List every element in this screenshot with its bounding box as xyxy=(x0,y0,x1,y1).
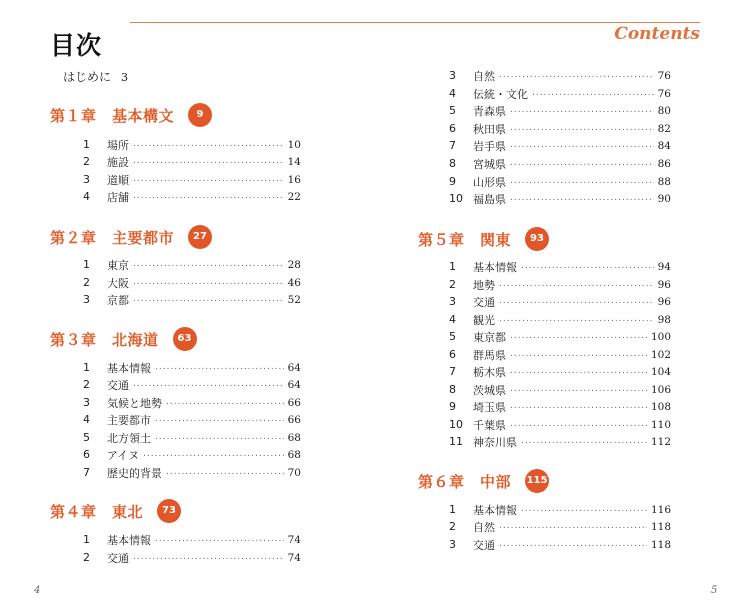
dot-leader xyxy=(510,381,647,398)
entry-name: 店舗 xyxy=(107,190,129,204)
entry-page: 106 xyxy=(650,383,671,396)
entry-name: 神奈川県 xyxy=(473,435,517,449)
entry-number: 3 xyxy=(449,295,456,308)
toc-entry[interactable] xyxy=(449,536,671,553)
entry-page: 84 xyxy=(657,139,671,152)
dot-leader xyxy=(510,120,654,137)
dot-leader xyxy=(510,346,647,363)
entry-page: 28 xyxy=(287,258,301,271)
chapter-page-badge: 115 xyxy=(525,469,549,493)
chapter-heading[interactable] xyxy=(50,497,181,525)
toc-entry[interactable] xyxy=(83,394,301,411)
entry-number: 9 xyxy=(449,400,456,413)
entry-number: 7 xyxy=(449,139,456,152)
entry-page: 102 xyxy=(650,348,671,361)
dot-leader xyxy=(143,446,284,463)
entry-number: 4 xyxy=(449,87,456,100)
chapter-heading[interactable] xyxy=(50,101,212,129)
entry-page: 116 xyxy=(650,503,671,516)
dot-leader xyxy=(510,398,647,415)
dot-leader xyxy=(521,501,647,518)
left-page-number: 4 xyxy=(34,585,41,596)
toc-entry[interactable] xyxy=(449,120,671,137)
entry-page: 66 xyxy=(287,396,301,409)
intro-entry[interactable] xyxy=(63,68,128,85)
toc-entry[interactable] xyxy=(449,258,671,275)
entry-name: 青森県 xyxy=(473,104,506,118)
entry-page: 74 xyxy=(287,533,301,546)
entry-name: 交通 xyxy=(473,538,495,552)
dot-leader xyxy=(133,256,284,273)
entry-name: 観光 xyxy=(473,313,495,327)
entry-number: 3 xyxy=(83,396,90,409)
dot-leader xyxy=(499,276,654,293)
entry-name: 交通 xyxy=(107,551,129,565)
chapter-heading[interactable] xyxy=(50,223,212,251)
entry-number: 1 xyxy=(83,138,90,151)
entry-name: 東京 xyxy=(107,258,129,272)
dot-leader xyxy=(532,85,654,102)
entry-number: 4 xyxy=(83,190,90,203)
toc-entry[interactable] xyxy=(449,346,671,363)
entry-page: 88 xyxy=(657,175,671,188)
toc-entry[interactable] xyxy=(449,155,671,172)
dot-leader xyxy=(166,464,284,481)
dot-leader xyxy=(155,359,284,376)
entry-name: 山形県 xyxy=(473,175,506,189)
entry-page: 104 xyxy=(650,365,671,378)
dot-leader xyxy=(133,171,284,188)
dot-leader xyxy=(510,137,654,154)
entry-name: 京都 xyxy=(107,293,129,307)
entry-name: 基本情報 xyxy=(107,361,151,375)
entry-number: 6 xyxy=(83,448,90,461)
entry-name: 地勢 xyxy=(473,278,495,292)
entry-number: 10 xyxy=(449,418,463,431)
entry-name: 伝統・文化 xyxy=(473,87,528,101)
dot-leader xyxy=(133,376,284,393)
toc-entry[interactable] xyxy=(449,363,671,380)
dot-leader xyxy=(521,258,654,275)
entry-name: 宮城県 xyxy=(473,157,506,171)
toc-entry[interactable] xyxy=(449,328,671,345)
entry-number: 1 xyxy=(83,258,90,271)
entry-name: 埼玉県 xyxy=(473,400,506,414)
dot-leader xyxy=(510,173,654,190)
entry-number: 3 xyxy=(449,538,456,551)
dot-leader xyxy=(166,394,284,411)
toc-entry[interactable] xyxy=(449,293,671,310)
dot-leader xyxy=(499,293,654,310)
entry-name: 交通 xyxy=(473,295,495,309)
entry-page: 96 xyxy=(657,295,671,308)
entry-page: 52 xyxy=(287,293,301,306)
entry-name: 自然 xyxy=(473,520,495,534)
entry-page: 68 xyxy=(287,448,301,461)
toc-entry[interactable] xyxy=(449,433,671,450)
entry-name: 主要都市 xyxy=(107,413,151,427)
toc-entry[interactable] xyxy=(449,67,671,84)
dot-leader xyxy=(499,311,654,328)
dot-leader xyxy=(510,328,647,345)
entry-number: 4 xyxy=(449,313,456,326)
entry-name: アイヌ xyxy=(107,448,140,462)
entry-number: 1 xyxy=(83,533,90,546)
entry-number: 3 xyxy=(83,173,90,186)
entry-name: 茨城県 xyxy=(473,383,506,397)
toc-entry[interactable] xyxy=(449,137,671,154)
chapter-page-badge: 63 xyxy=(173,327,197,351)
chapter-heading[interactable] xyxy=(50,325,197,353)
chapter-page-badge: 93 xyxy=(525,227,549,251)
entry-number: 1 xyxy=(449,260,456,273)
entry-number: 10 xyxy=(449,192,463,205)
toc-entry[interactable] xyxy=(449,416,671,433)
chapter-title: 第３章 北海道 xyxy=(50,330,159,349)
entry-name: 基本情報 xyxy=(107,533,151,547)
toc-entry[interactable] xyxy=(449,398,671,415)
entry-number: 3 xyxy=(449,69,456,82)
dot-leader xyxy=(499,536,647,553)
toc-entry[interactable] xyxy=(449,311,671,328)
toc-entry[interactable] xyxy=(449,85,671,102)
entry-number: 6 xyxy=(449,348,456,361)
entry-page: 68 xyxy=(287,431,301,444)
entry-page: 76 xyxy=(657,87,671,100)
toc-entry[interactable] xyxy=(83,171,301,188)
entry-page: 108 xyxy=(650,400,671,413)
entry-number: 2 xyxy=(83,551,90,564)
entry-number: 3 xyxy=(83,293,90,306)
toc-entry[interactable] xyxy=(449,501,671,518)
entry-page: 96 xyxy=(657,278,671,291)
chapter-title: 第２章 主要都市 xyxy=(50,228,175,247)
toc-entry[interactable] xyxy=(449,381,671,398)
toc-entry[interactable] xyxy=(83,464,301,481)
intro-page: 3 xyxy=(121,71,129,84)
entry-page: 64 xyxy=(287,378,301,391)
intro-label: はじめに xyxy=(63,70,112,84)
chapter-page-badge: 27 xyxy=(188,225,212,249)
entry-name: 群馬県 xyxy=(473,348,506,362)
right-page-number: 5 xyxy=(711,585,718,596)
toc-entry[interactable] xyxy=(83,291,301,308)
entry-page: 46 xyxy=(287,276,301,289)
entry-name: 歴史的背景 xyxy=(107,466,162,480)
entry-page: 118 xyxy=(650,538,671,551)
entry-name: 福島県 xyxy=(473,192,506,206)
toc-entry[interactable] xyxy=(449,190,671,207)
entry-number: 8 xyxy=(449,157,456,170)
entry-number: 1 xyxy=(83,361,90,374)
dot-leader xyxy=(133,291,284,308)
entry-page: 14 xyxy=(287,155,301,168)
dot-leader xyxy=(510,416,647,433)
entry-name: 交通 xyxy=(107,378,129,392)
chapter-title: 第５章 関東 xyxy=(418,230,512,249)
dot-leader xyxy=(510,155,654,172)
entry-number: 5 xyxy=(449,104,456,117)
dot-leader xyxy=(133,549,284,566)
toc-entry[interactable] xyxy=(83,153,301,170)
toc-entry[interactable] xyxy=(83,376,301,393)
toc-entry[interactable] xyxy=(83,359,301,376)
entry-name: 気候と地勢 xyxy=(107,396,162,410)
dot-leader xyxy=(133,274,284,291)
toc-entry[interactable] xyxy=(83,411,301,428)
toc-entry[interactable] xyxy=(83,531,301,548)
entry-page: 94 xyxy=(657,260,671,273)
chapter-title: 第１章 基本構文 xyxy=(50,106,175,125)
entry-name: 基本情報 xyxy=(473,503,517,517)
entry-name: 千葉県 xyxy=(473,418,506,432)
entry-number: 2 xyxy=(83,155,90,168)
toc-entry[interactable] xyxy=(83,256,301,273)
entry-page: 64 xyxy=(287,361,301,374)
entry-page: 86 xyxy=(657,157,671,170)
contents-label: Contents xyxy=(614,24,700,44)
chapter-heading[interactable] xyxy=(418,225,549,253)
dot-leader xyxy=(133,153,284,170)
entry-number: 4 xyxy=(83,413,90,426)
dot-leader xyxy=(510,102,654,119)
dot-leader xyxy=(155,411,284,428)
entry-page: 80 xyxy=(657,104,671,117)
entry-number: 5 xyxy=(83,431,90,444)
entry-number: 5 xyxy=(449,330,456,343)
dot-leader xyxy=(510,190,654,207)
entry-number: 11 xyxy=(449,435,463,448)
entry-page: 16 xyxy=(287,173,301,186)
entry-page: 70 xyxy=(287,466,301,479)
toc-entry[interactable] xyxy=(83,446,301,463)
entry-name: 道順 xyxy=(107,173,129,187)
entry-page: 22 xyxy=(287,190,301,203)
entry-number: 1 xyxy=(449,503,456,516)
chapter-page-badge: 9 xyxy=(188,103,212,127)
entry-number: 7 xyxy=(449,365,456,378)
entry-name: 東京都 xyxy=(473,330,506,344)
toc-entry[interactable] xyxy=(83,274,301,291)
toc-entry[interactable] xyxy=(83,429,301,446)
entry-name: 栃木県 xyxy=(473,365,506,379)
entry-page: 98 xyxy=(657,313,671,326)
dot-leader xyxy=(133,188,284,205)
toc-entry[interactable] xyxy=(449,173,671,190)
entry-name: 自然 xyxy=(473,69,495,83)
entry-page: 10 xyxy=(287,138,301,151)
entry-number: 2 xyxy=(449,520,456,533)
dot-leader xyxy=(510,363,647,380)
entry-number: 9 xyxy=(449,175,456,188)
toc-entry[interactable] xyxy=(449,276,671,293)
entry-page: 90 xyxy=(657,192,671,205)
page-title: 目次 xyxy=(50,31,103,60)
entry-name: 北方領土 xyxy=(107,431,151,445)
toc-entry[interactable] xyxy=(83,549,301,566)
chapter-heading[interactable] xyxy=(418,467,549,495)
entry-page: 110 xyxy=(650,418,671,431)
entry-page: 100 xyxy=(650,330,671,343)
entry-page: 74 xyxy=(287,551,301,564)
entry-number: 2 xyxy=(83,276,90,289)
dot-leader xyxy=(521,433,647,450)
header-rule xyxy=(130,22,700,23)
dot-leader xyxy=(155,429,284,446)
chapter-title: 第６章 中部 xyxy=(418,472,512,491)
entry-number: 6 xyxy=(449,122,456,135)
toc-entry[interactable] xyxy=(449,102,671,119)
toc-entry[interactable] xyxy=(83,188,301,205)
entry-name: 岩手県 xyxy=(473,139,506,153)
dot-leader xyxy=(133,136,284,153)
entry-page: 66 xyxy=(287,413,301,426)
entry-name: 場所 xyxy=(107,138,129,152)
chapter-page-badge: 73 xyxy=(157,499,181,523)
entry-number: 7 xyxy=(83,466,90,479)
toc-entry[interactable] xyxy=(83,136,301,153)
entry-page: 118 xyxy=(650,520,671,533)
entry-page: 76 xyxy=(657,69,671,82)
entry-number: 8 xyxy=(449,383,456,396)
entry-name: 秋田県 xyxy=(473,122,506,136)
chapter-title: 第４章 東北 xyxy=(50,502,144,521)
toc-entry[interactable] xyxy=(449,518,671,535)
entry-name: 基本情報 xyxy=(473,260,517,274)
entry-number: 2 xyxy=(449,278,456,291)
dot-leader xyxy=(499,518,647,535)
entry-page: 82 xyxy=(657,122,671,135)
entry-name: 施設 xyxy=(107,155,129,169)
dot-leader xyxy=(499,67,654,84)
entry-number: 2 xyxy=(83,378,90,391)
entry-page: 112 xyxy=(650,435,671,448)
entry-name: 大阪 xyxy=(107,276,129,290)
dot-leader xyxy=(155,531,284,548)
